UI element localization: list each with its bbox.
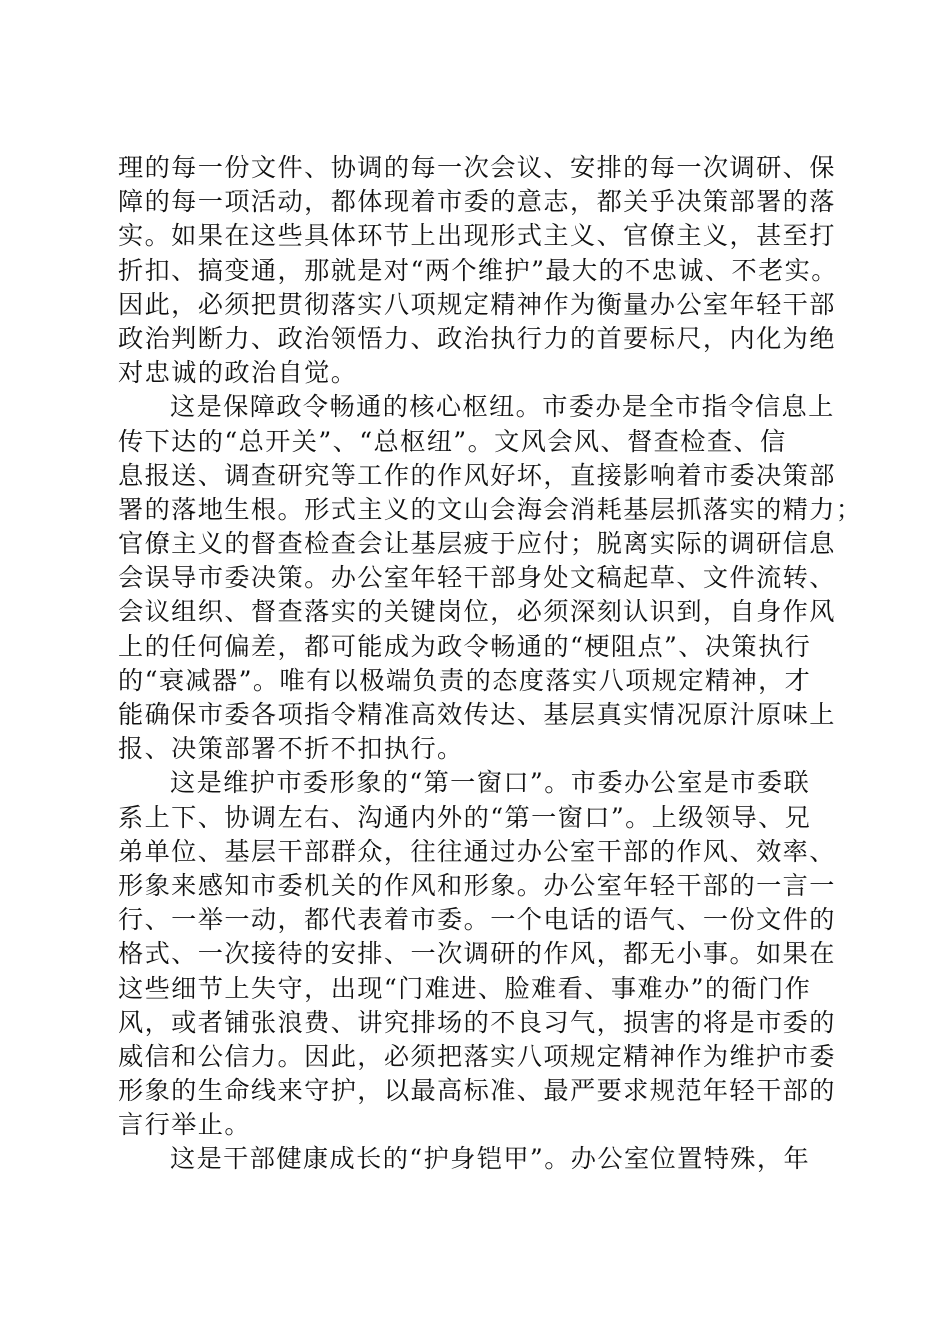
text-line: 风，或者铺张浪费、讲究排场的不良习气，损害的将是市委的 [118, 1007, 836, 1037]
text-line: 报、决策部署不折不扣执行。 [118, 734, 464, 764]
text-line: 署的落地生根。形式主义的文山会海会消耗基层抓落实的精力； [118, 494, 863, 524]
text-line: 弟单位、基层干部群众，往往通过办公室干部的作风、效率、 [118, 836, 836, 866]
paragraph-first-line: 这是保障政令畅通的核心枢纽。市委办是全市指令信息上 [170, 392, 835, 422]
text-line: 的“衰减器”。唯有以极端负责的态度落实八项规定精神，才 [118, 665, 812, 695]
text-line: 障的每一项活动，都体现着市委的意志，都关乎决策部署的落 [118, 187, 836, 217]
text-line: 格式、一次接待的安排、一次调研的作风，都无小事。如果在 [118, 939, 836, 969]
document-body [118, 151, 863, 1177]
text-line: 会议组织、督查落实的关键岗位，必须深刻认识到，自身作风 [118, 597, 836, 627]
text-line: 形象来感知市委机关的作风和形象。办公室年轻干部的一言一 [118, 870, 836, 900]
text-line: 上的任何偏差，都可能成为政令畅通的“梗阻点”、决策执行 [118, 631, 812, 661]
text-line: 言行举止。 [118, 1110, 251, 1140]
text-line: 实。如果在这些具体环节上出现形式主义、官僚主义，甚至打 [118, 221, 836, 251]
text-line: 对忠诚的政治自觉。 [118, 358, 358, 388]
text-line: 这些细节上失守，出现“门难进、脸难看、事难办”的衙门作 [118, 973, 812, 1003]
text-line: 能确保市委各项指令精准高效传达、基层真实情况原汁原味上 [118, 700, 836, 729]
paragraph-first-line: 这是干部健康成长的“护身铠甲”。办公室位置特殊，年 [170, 1144, 811, 1174]
text-line: 系上下、协调左右、沟通内外的“第一窗口”。上级领导、兄 [118, 802, 812, 832]
text-line: 会误导市委决策。办公室年轻干部身处文稿起草、文件流转、 [118, 563, 836, 593]
text-line: 官僚主义的督查检查会让基层疲于应付；脱离实际的调研信息 [118, 529, 836, 559]
text-line: 形象的生命线来守护，以最高标准、最严要求规范年轻干部的 [118, 1076, 836, 1106]
text-line: 息报送、调查研究等工作的作风好坏，直接影响着市委决策部 [118, 460, 836, 490]
paragraph-first-line: 这是维护市委形象的“第一窗口”。市委办公室是市委联 [170, 768, 811, 798]
text-line: 威信和公信力。因此，必须把落实八项规定精神作为维护市委 [118, 1041, 836, 1071]
text-line: 行、一举一动，都代表着市委。一个电话的语气、一份文件的 [118, 905, 836, 935]
text-line: 政治判断力、政治领悟力、政治执行力的首要标尺，内化为绝 [118, 323, 836, 353]
text-line: 传下达的“总开关”、“总枢纽”。文风会风、督查检查、信 [118, 426, 787, 456]
text-line: 折扣、搞变通，那就是对“两个维护”最大的不忠诚、不老实。 [118, 255, 838, 285]
text-line: 理的每一份文件、协调的每一次会议、安排的每一次调研、保 [118, 153, 836, 182]
text-line: 因此，必须把贯彻落实八项规定精神作为衡量办公室年轻干部 [118, 289, 836, 319]
